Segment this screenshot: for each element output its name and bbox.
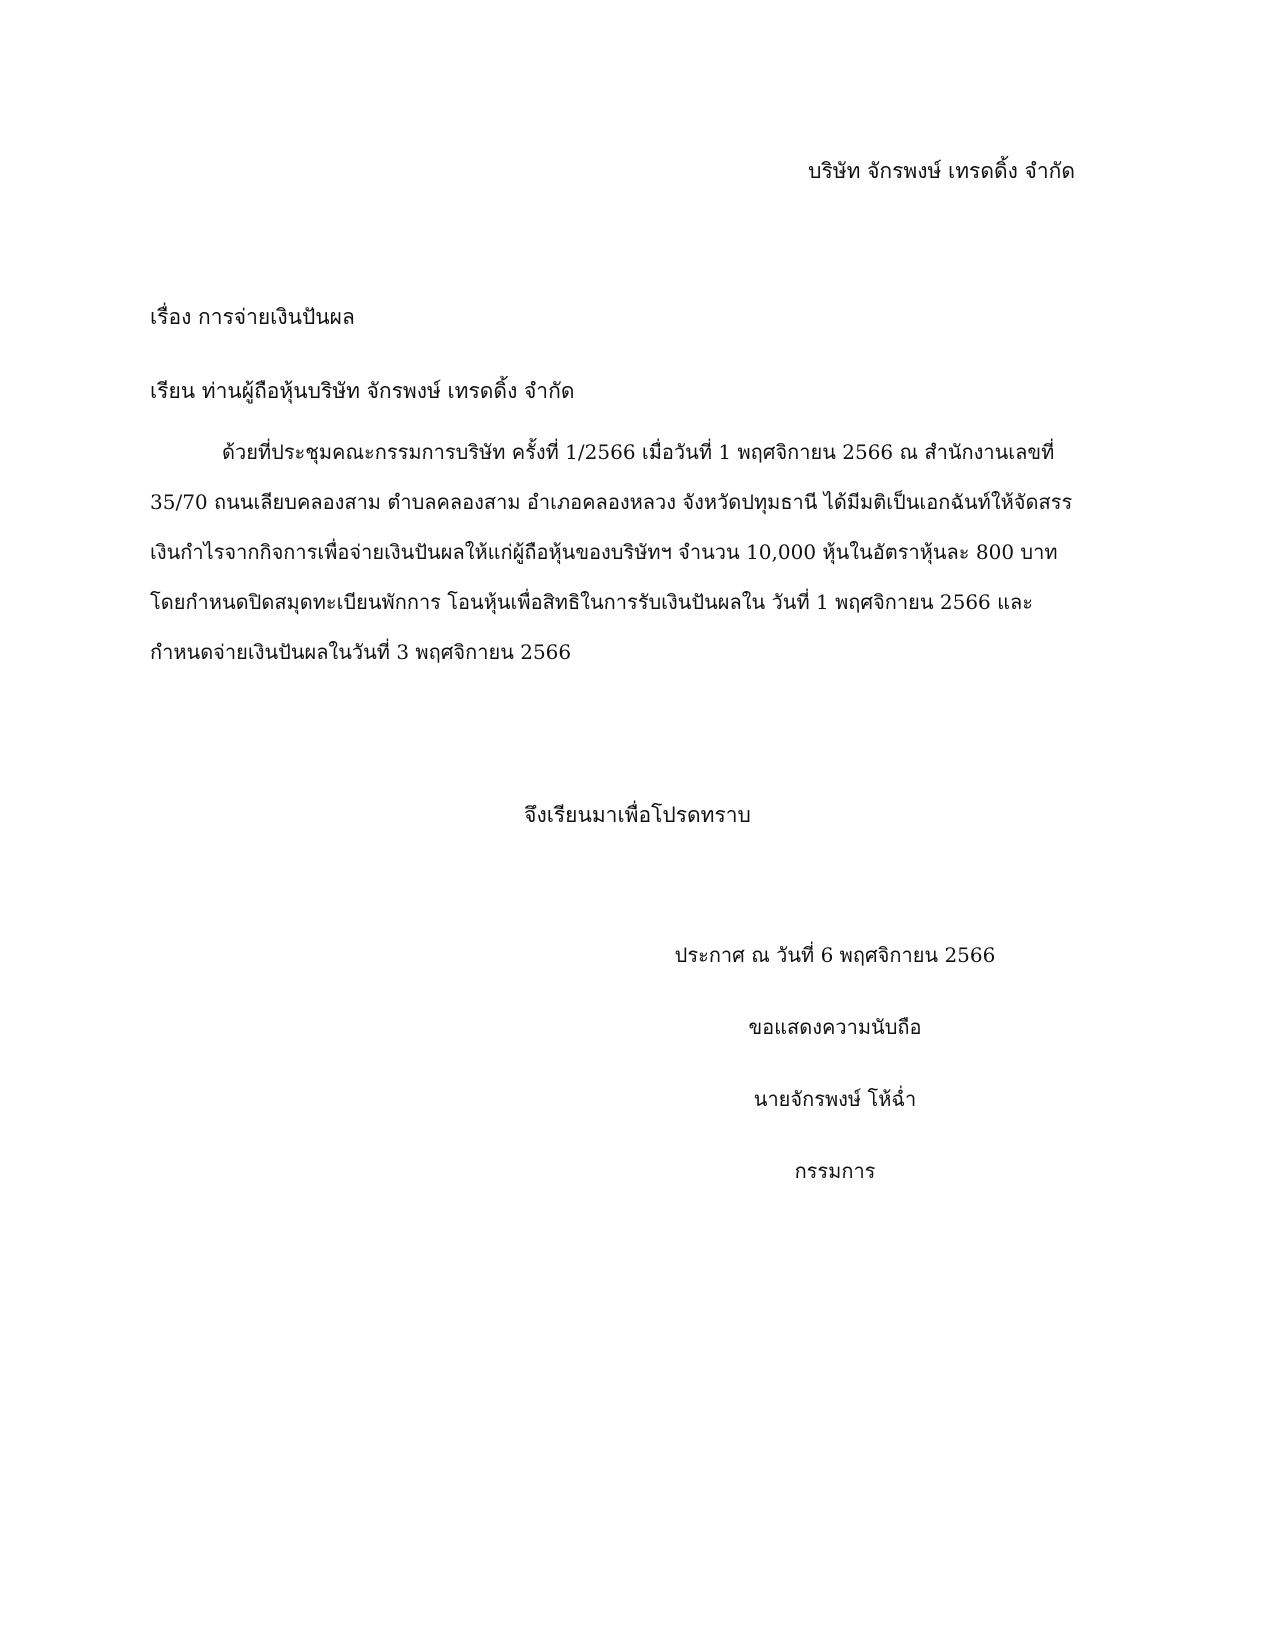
- signatory-name: นายจักรพงษ์ โห้ฉ่ำ: [753, 1087, 917, 1111]
- salutation-line: เรียน ท่านผู้ถือหุ้นบริษัท จักรพงษ์ เทรดดิ้ง จำกัด: [150, 379, 575, 403]
- body-paragraph-line: เงินกำไรจากกิจการเพื่อจ่ายเงินปันผลให้แก่ผู้ถือหุ้นของบริษัทฯ จำนวน 10,000 หุ้นในอัตราหุ้นละ 800 บาท: [150, 540, 1058, 564]
- closing-line: จึงเรียนมาเพื่อโปรดทราบ: [524, 803, 751, 827]
- body-paragraph-line: 35/70 ถนนเลียบคลองสาม ตำบลคลองสาม อำเภอคลองหลวง จังหวัดปทุมธานี ได้มีมติเป็นเอกฉันท์ให้จัดสรร: [150, 490, 1073, 514]
- body-paragraph-line: ด้วยที่ประชุมคณะกรรมการบริษัท ครั้งที่ 1/2566 เมื่อวันที่ 1 พฤศจิกายน 2566 ณ สำนักงานเลขที่: [222, 440, 1055, 464]
- signature-block: [640, 940, 1030, 1186]
- regards-line: ขอแสดงความนับถือ: [748, 1015, 922, 1039]
- announcement-date: ประกาศ ณ วันที่ 6 พฤศจิกายน 2566: [674, 943, 996, 967]
- subject-line: เรื่อง การจ่ายเงินปันผล: [150, 305, 355, 329]
- body-paragraph-line: โดยกำหนดปิดสมุดทะเบียนพักการ โอนหุ้นเพื่อสิทธิในการรับเงินปันผลใน วันที่ 1 พฤศจิกายน 2566 และ: [150, 590, 1034, 614]
- company-header: บริษัท จักรพงษ์ เทรดดิ้ง จำกัด: [808, 159, 1075, 183]
- signatory-title: กรรมการ: [794, 1159, 876, 1183]
- body-paragraph-line: กำหนดจ่ายเงินปันผลในวันที่ 3 พฤศจิกายน 2566: [150, 640, 572, 664]
